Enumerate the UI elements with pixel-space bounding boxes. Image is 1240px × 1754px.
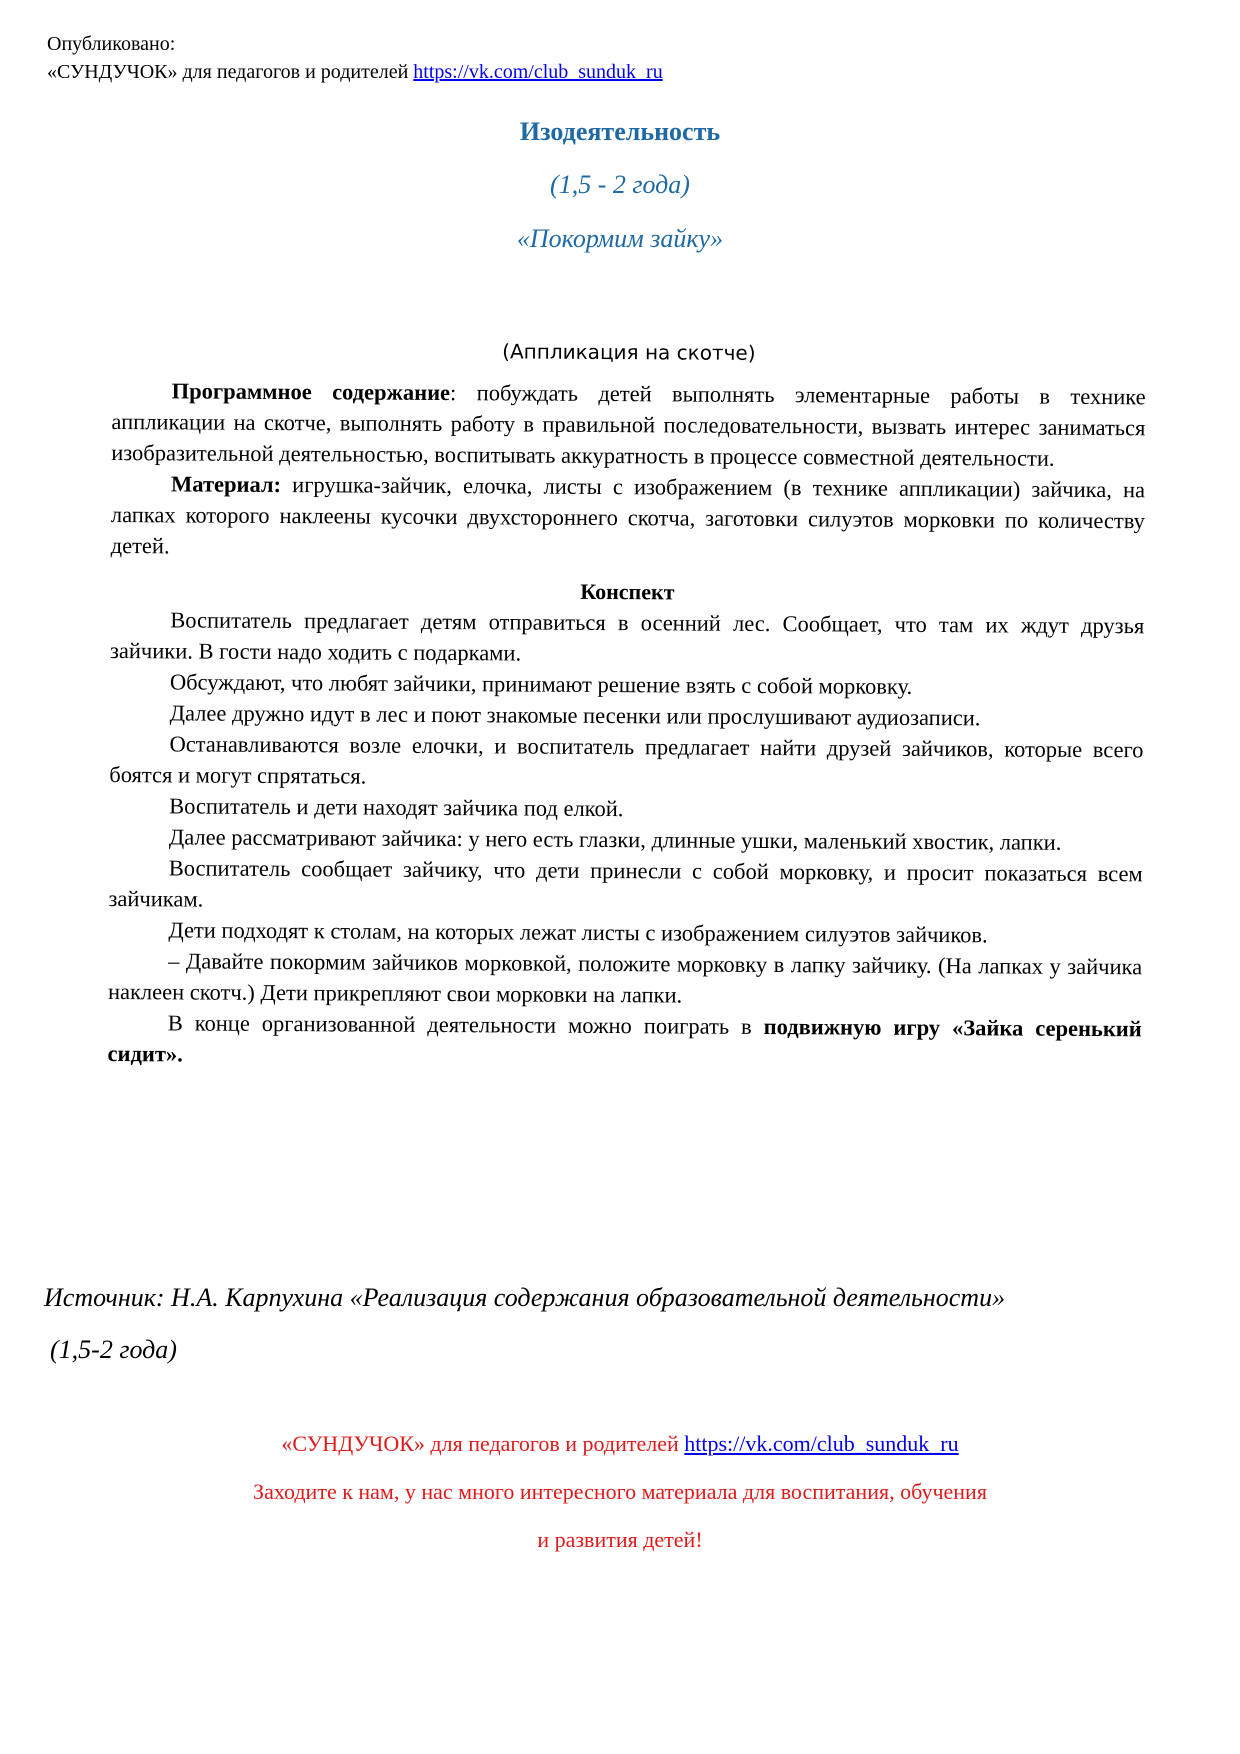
konspekt-paragraph: Останавливаются возле елочки, и воспитатель предлагает найти друзей зайчиков, которые всего боятся и могут спрятаться. [109, 731, 1144, 789]
source-line: Источник: Н.А. Карпухина «Реализация содержания образовательной деятельности» [44, 1283, 1006, 1312]
konspekt-paragraph: Воспитатель предлагает детям отправиться в осенний лес. Сообщает, что там их ждут друзья зайчики. В гости надо ходить с подарками. [109, 607, 1145, 666]
club-link[interactable]: https://vk.com/club_sunduk_ru [413, 61, 663, 83]
published-header [47, 30, 663, 86]
club-name: «СУНДУЧОК» для педагогов и родителей [47, 61, 409, 83]
material-label: Материал: [171, 471, 282, 498]
footer-club-line [0, 1420, 1240, 1468]
published-club-line [47, 58, 663, 86]
scanned-lesson-plan [108, 334, 1146, 1075]
footer-invite-end: и развития детей! [537, 1527, 703, 1552]
age-title: (1,5 - 2 года) [550, 170, 690, 199]
konspekt-paragraph: Дети подходят к столам, на которых лежат листы с изображением силуэтов зайчиков. [168, 917, 988, 948]
konspekt-paragraph: Далее рассматривают зайчика: у него есть глазки, длинные ушки, маленький хвостик, лапки. [168, 824, 1062, 855]
final-game-name: подвижную игру «Зайка серенький сидит». [107, 1013, 1142, 1067]
konspekt-heading: Конспект [580, 578, 675, 605]
program-text: : побуждать детей выполнять элементарные работы в технике аппликации на скотче, выполнять работу в правильной последовательности, вызвать интерес заниматься изобразительной деятельностью, воспитывать аккуратность в процессе совместной деятельности. [111, 380, 1146, 471]
footer-club-name: «СУНДУЧОК» для педагогов и родителей [281, 1431, 679, 1456]
konspekt-paragraph: Далее дружно идут в лес и поют знакомые песенки или прослушивают аудиозаписи. [169, 700, 981, 731]
konspekt-paragraph: Воспитатель сообщает зайчику, что дети принесли с собой морковку, и просит показаться всем зайчикам. [108, 855, 1143, 912]
konspekt-paragraph: Воспитатель и дети находят зайчика под елкой. [169, 793, 624, 822]
source-age: (1,5-2 года) [50, 1335, 177, 1364]
program-paragraph [111, 375, 1146, 474]
program-label: Программное содержание [171, 378, 451, 406]
published-label: Опубликовано: [47, 33, 176, 55]
subject-title: Изодеятельность [519, 117, 721, 146]
theme-title: «Покормим зайку» [516, 224, 724, 253]
final-paragraph [108, 1007, 1142, 1075]
material-paragraph [111, 468, 1146, 567]
final-text: В конце организованной деятельности можно поиграть в [167, 1010, 764, 1039]
lesson-subtitle: (Аппликация на скотче) [502, 339, 756, 365]
material-text: игрушка-зайчик, елочка, листы с изображением (в технике аппликации) зайчика, на лапках которого наклеены кусочки двухстороннего скотча, заготовки силуэтов морковки по количеству детей. [110, 472, 1146, 559]
konspekt-paragraph: – Давайте покормим зайчиков морковкой, положите морковку в лапку зайчику. (На лапках у зайчика наклеен скотч.) Дети прикрепляют свои морковки на лапки. [107, 948, 1143, 1008]
footer-invite: Заходите к нам, у нас много интересного материала для воспитания, обучения [253, 1479, 987, 1504]
footer-club-link[interactable]: https://vk.com/club_sunduk_ru [684, 1431, 959, 1456]
konspekt-paragraph: Обсуждают, что любят зайчики, принимают решение взять с собой морковку. [169, 669, 913, 699]
footer [0, 1420, 1240, 1564]
source-citation [44, 1272, 1224, 1376]
